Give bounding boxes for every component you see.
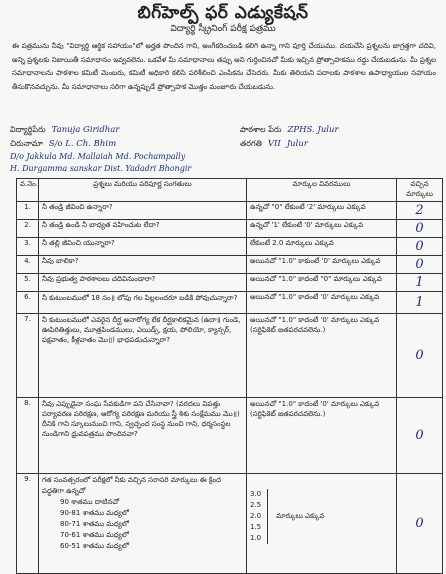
row-marks-rule: అయినచో "1.0" కాకుంటే '0' మార్కులు ఎక్కువ — [247, 256, 397, 274]
form-subtitle: విద్యార్థి స్క్రీనింగ్ పరీక్ష పత్రము — [170, 24, 276, 34]
table-row — [17, 238, 443, 256]
row-question: నీ తండ్రి ఉండి నీ బాధ్యత వహించుట లేదా? — [39, 220, 247, 238]
student-name-value: Tanuja Giridhar — [51, 125, 120, 135]
grade-mark: 2.5 — [250, 501, 262, 509]
grade-mark: 1.5 — [250, 523, 262, 531]
table-row — [17, 274, 443, 292]
row-marks-rule — [247, 474, 397, 574]
row-question: నీ తండ్రి జీవించి ఉన్నారా? — [39, 202, 247, 220]
table-header-row — [17, 179, 443, 202]
row-number: 6. — [17, 292, 39, 314]
grade-band: 60-51 శాతము మధ్యలో — [60, 542, 129, 550]
row-marks-rule: అయినచో "1.0" కాదంటే '0' మార్కులు ఎక్కువ — [247, 292, 397, 314]
row-marks-obtained: 0 — [397, 238, 443, 256]
row-marks-obtained: 0 — [397, 398, 443, 474]
row-question — [39, 474, 247, 574]
school-name-value: ZPHS. Julur — [287, 125, 339, 135]
row-question: నీ తల్లి జీవించి యున్నారా? — [39, 238, 247, 256]
row-number: 8. — [17, 398, 39, 474]
row-number: 3. — [17, 238, 39, 256]
row-number: 5. — [17, 274, 39, 292]
row-marks-rule: అయినచో "1.0" కాదంటే '0' మార్కులు ఎక్కువ (సర్టిఫికెట్ జతపరచవలెను.) — [247, 314, 397, 398]
intro-paragraph: ఈ పత్రమును నీవు "విద్యార్థి ఆర్థిక సహాయం"లో అర్హత పొందిన గాని, అంగీకరించబడి కలిగి ఉన్నా గాని పూర్తి చేయుము. దయచేసి ప్రశ్నలను జాగ్రత్తగా చదివి, అన్ని ప్రశ్నలకు నిజాయితీ సమాధానం ఇవ్వవలెను. ఒకవేళ మీ సమాధానాలు తప్పు అని గుర్తించినచో మీకు ఇచ్చిన ప్రోత్సాహకము రద్దు చేయబడును. మీ ప్రశ్నల సమాధానాలను పాఠశాల కమిటీ మెంబరు, కమిటీ అధికారి కలిసి పరిశీలించి ఎంపికను చేసెదరు. మీకు తెలియని పదాలకు పాఠశాల ఉపాధ్యాయుల సహాయం తీసుకొనవచ్చును. మీ సమాధానాలు సరిగా ఉన్నప్పుడే ప్రోత్సాహక మొత్తం మంజూరు చేయబడును. — [12, 42, 436, 91]
grade-mark: 3.0 — [250, 490, 262, 498]
row-marks-obtained: 0 — [397, 256, 443, 274]
row-marks-obtained: 1 — [397, 274, 443, 292]
row-question: నీవు ప్రభుత్వ పాఠశాలలు చదివినుండారా? — [39, 274, 247, 292]
row-number: 4. — [17, 256, 39, 274]
table-row — [17, 314, 443, 398]
row-marks-obtained: 0 — [397, 474, 443, 574]
grade-band: 70-61 శాతము మధ్యలో — [60, 531, 129, 539]
row-marks-obtained: 0 — [397, 314, 443, 398]
grade-marks-list — [250, 489, 268, 544]
col-serial: వ.నెం. — [17, 179, 39, 202]
table-row — [17, 220, 443, 238]
table-row — [17, 256, 443, 274]
row-marks-obtained: 2 — [397, 202, 443, 220]
table-row — [17, 202, 443, 220]
row-marks-obtained: 0 — [397, 220, 443, 238]
class-label: తరగతి — [240, 139, 262, 148]
address-line-2: H. Durgamma sanskar Dist. Yadadri Bhongir — [10, 164, 192, 173]
row-number: 1. — [17, 202, 39, 220]
address-label: చిరునామా — [10, 139, 43, 148]
grade-bands — [42, 497, 243, 552]
row-marks-rule: అయినచో "1.0" కాదంటే '0' మార్కులు ఎక్కువ (సర్టిఫికెట్ జతపరచవలెను.) — [247, 398, 397, 474]
grade-band: 90-81 శాతము మధ్యలో — [60, 509, 129, 517]
form-title: బిగ్‌హెల్ప్ ఫర్ ఎడ్యుకేషన్ — [137, 3, 309, 23]
class-field — [240, 139, 308, 150]
col-marks-obtained: వచ్చిన మార్కులు — [397, 179, 443, 202]
row-marks-obtained: 1 — [397, 292, 443, 314]
school-name-label: పాఠశాల పేరు — [240, 125, 282, 134]
row-question: నీ కుటుంబములో 18 సం॥ లోపు గల పిల్లలందరూ బడికి పోవుచున్నారా? — [39, 292, 247, 314]
address-line-1: D/o Jakkula Md. Mallaiah Md. Pochampally — [10, 152, 186, 161]
col-question: ప్రశ్నలు మరియు పరిపూర్ణ సంగతులు — [39, 179, 247, 202]
screening-table — [16, 178, 443, 574]
grade-band: 90 శాతము దాటినచో — [60, 498, 120, 506]
row-question: నీవు ఎప్పుడైనా సంఘ సేవకుడిగా పని చేసినావా? (వరదలు విపత్తు పర్యావరణ పరిరక్షణ, ఆరోగ్య పరిరక్షణ మరియు స్త్రీ శిశు సంక్షేమము మొ॥) దీనికి గాని స్కూలునుంచి గాని, స్వచ్ఛంద సంస్థ నుంచి గాని, ధర్మసంస్థల నుండిగాని ధ్రువపత్రము పొందినవా? — [39, 398, 247, 474]
grade-mark: 2.0 — [250, 512, 262, 520]
grade-marks-note: మార్కులు ఎక్కువ — [276, 512, 325, 520]
guardian-value: S/o L. Ch. Bhim — [48, 139, 117, 149]
student-name-field — [10, 125, 119, 136]
row-question: నీవు బాలికా? — [39, 256, 247, 274]
student-name-label: విద్యార్థిపేరు — [10, 125, 46, 134]
address-field — [10, 139, 116, 150]
grade-mark: 1.0 — [250, 534, 262, 542]
school-name-field — [240, 125, 339, 136]
col-marks-details: మార్కుల వివరములు — [247, 179, 397, 202]
village-value: Julur — [286, 139, 308, 149]
row-marks-rule: ఉన్నచో "0" లేకుంటే '2' మార్కులు ఎక్కువ — [247, 202, 397, 220]
row-number: 2. — [17, 220, 39, 238]
row-number: 9. — [17, 474, 39, 574]
grade-question: గత సంవత్సరంలో పరీక్షలో నీకు వచ్చిన సరాసరి మార్కులు ఈ క్రింద పద్ధతిగా ఉన్నచో — [42, 476, 222, 495]
row-marks-rule: లేకుంటే 2.0 మార్కులు ఎక్కువ — [247, 238, 397, 256]
table-row — [17, 292, 443, 314]
row-number: 7. — [17, 314, 39, 398]
table-row — [17, 474, 443, 574]
class-value: VII — [267, 139, 281, 149]
row-question: నీ కుటుంబములో ఎవరైన దీర్ఘ అనారోగ్య లేక దీర్ఘకాలికమైన (ఉదా॥ గుండె, ఊపిరితిత్తులు, మూత్రపిండములు, ఎయిడ్స్, క్షయ, పోలియో, క్యాన్సర్, పక్షవాతం, కీళ్లవాతం మొ॥) భాధపడుచున్నారా? — [39, 314, 247, 398]
row-marks-rule: ఉన్నచో '1' లేకుంటే '0' మార్కులు ఎక్కువ — [247, 220, 397, 238]
table-row — [17, 398, 443, 474]
row-marks-rule: అయినచో "1.0" కాదంటే "0" మార్కులు ఎక్కువ — [247, 274, 397, 292]
grade-band: 80-71 శాతము మధ్యలో — [60, 520, 129, 528]
